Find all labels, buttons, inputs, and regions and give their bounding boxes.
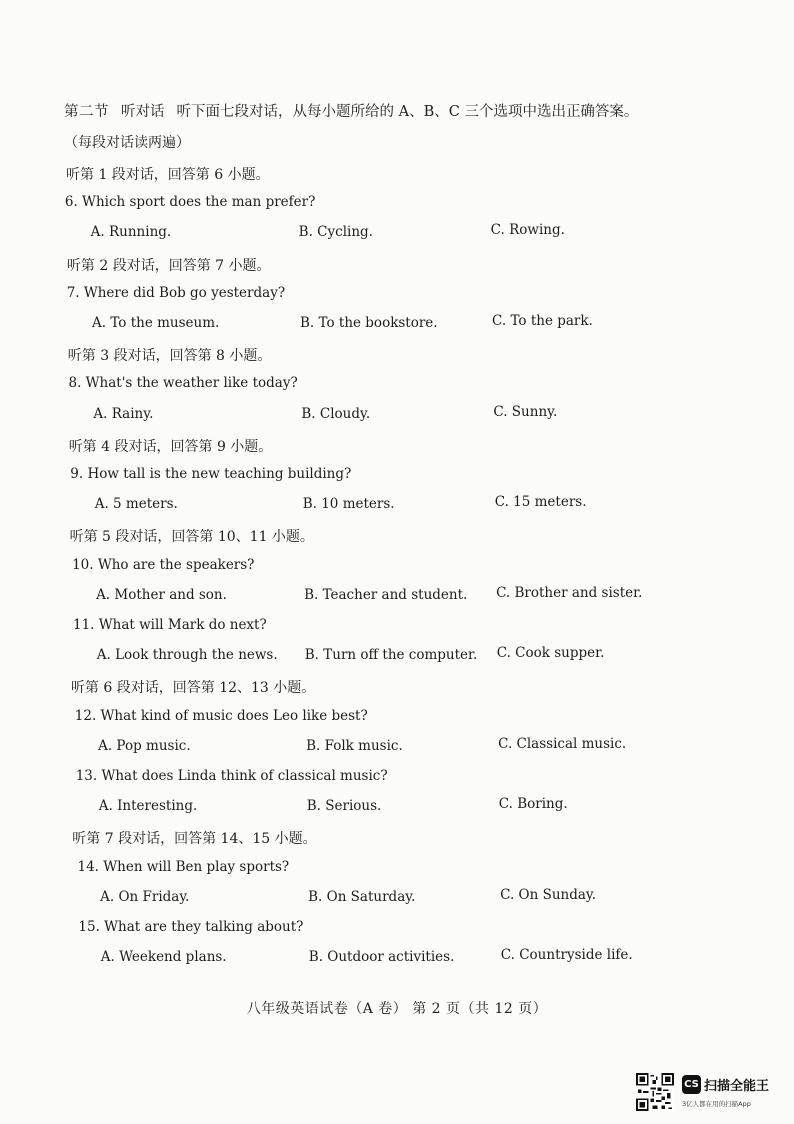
answer-option-a: A. Interesting. — [98, 798, 198, 815]
answer-option-c: C. Rowing. — [490, 222, 565, 239]
answer-option-c: C. Sunny. — [493, 403, 558, 420]
app-logo-icon: CS — [682, 1075, 701, 1094]
answer-option-a: A. Weekend plans. — [100, 949, 227, 966]
answer-option-a: A. On Friday. — [100, 888, 190, 905]
question-text: 11. What will Mark do next? — [73, 617, 267, 633]
answer-option-b: B. Folk music. — [306, 737, 403, 754]
answer-option-c: C. Cook supper. — [496, 645, 605, 662]
section-instruction: 听下面七段对话，从每小题所给的 A、B、C 三个选项中选出正确答案。 — [176, 104, 639, 120]
dialogue-prompt: 听第 3 段对话，回答第 8 小题。 — [67, 348, 272, 365]
answer-option-a: A. Running. — [90, 224, 172, 241]
answer-option-c: C. On Sunday. — [500, 886, 597, 903]
page-footer: 八年级英语试卷（A 卷） 第 2 页（共 12 页） — [246, 1001, 548, 1017]
answer-option-a: A. Mother and son. — [96, 586, 227, 603]
qr-code-icon — [636, 1073, 674, 1111]
scanner-watermark — [636, 1073, 786, 1113]
question-text: 10. Who are the speakers? — [72, 556, 255, 573]
app-tagline: 3亿人都在用的扫描App — [682, 1100, 751, 1108]
dialogue-prompt: 听第 7 段对话，回答第 14、15 小题。 — [72, 831, 317, 848]
section-name: 听对话 — [121, 104, 165, 120]
answer-option-b: B. Cloudy. — [301, 405, 371, 422]
answer-option-a: A. Look through the news. — [96, 647, 278, 664]
answer-option-b: B. On Saturday. — [308, 888, 416, 905]
section-note: （每段对话读两遍） — [64, 135, 190, 151]
question-text: 6. Which sport does the man prefer? — [64, 194, 316, 211]
dialogue-prompt: 听第 6 段对话，回答第 12、13 小题。 — [70, 680, 316, 697]
answer-option-c: C. Boring. — [498, 796, 568, 813]
question-text: 7. Where did Bob go yesterday? — [66, 284, 286, 301]
answer-option-a: A. To the museum. — [92, 315, 220, 331]
answer-option-a: A. 5 meters. — [94, 496, 178, 513]
answer-option-b: B. Turn off the computer. — [304, 647, 478, 664]
answer-option-b: B. Outdoor activities. — [308, 949, 455, 966]
answer-option-c: C. 15 meters. — [494, 494, 587, 511]
answer-option-c: C. To the park. — [492, 313, 593, 329]
answer-option-a: A. Pop music. — [98, 737, 191, 754]
section-header — [64, 100, 638, 121]
answer-option-c: C. Classical music. — [498, 735, 627, 752]
question-text: 9. How tall is the new teaching building? — [70, 466, 352, 482]
question-text: 15. What are they talking about? — [78, 919, 304, 935]
answer-option-b: B. Cycling. — [298, 224, 373, 241]
dialogue-prompt: 听第 1 段对话，回答第 6 小题。 — [66, 167, 270, 183]
dialogue-prompt: 听第 4 段对话，回答第 9 小题。 — [68, 438, 273, 455]
answer-option-b: B. 10 meters. — [302, 496, 395, 513]
section-title: 第二节 — [64, 104, 109, 120]
dialogue-prompt: 听第 5 段对话，回答第 10、11 小题。 — [69, 529, 314, 546]
question-text: 14. When will Ben play sports? — [77, 858, 290, 875]
answer-option-b: B. Serious. — [306, 798, 382, 815]
answer-option-b: B. Teacher and student. — [304, 586, 468, 603]
answer-option-c: C. Countryside life. — [500, 947, 633, 964]
app-brand-name: 扫描全能王 — [704, 1079, 770, 1094]
answer-option-c: C. Brother and sister. — [496, 584, 643, 601]
answer-option-b: B. To the bookstore. — [300, 315, 438, 331]
question-text: 13. What does Linda think of classical music? — [75, 768, 388, 784]
question-text: 12. What kind of music does Leo like best? — [74, 707, 368, 724]
dialogue-prompt: 听第 2 段对话，回答第 7 小题。 — [66, 257, 271, 274]
answer-option-a: A. Rainy. — [93, 405, 154, 422]
question-text: 8. What's the weather like today? — [68, 375, 298, 392]
